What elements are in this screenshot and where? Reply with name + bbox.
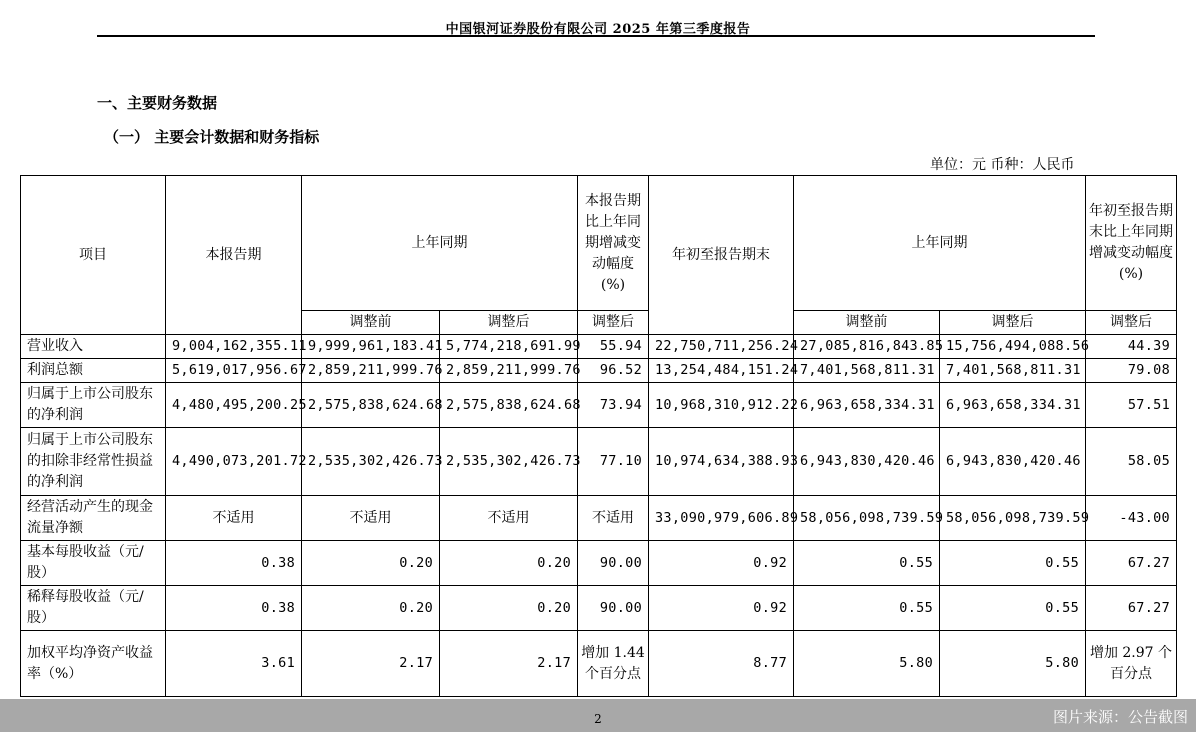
cell-ytd-prior-before: 6,943,830,420.46: [794, 428, 940, 496]
cell-ytd-prior-before: 58,056,098,739.59: [794, 496, 940, 541]
cell-current: 不适用: [166, 496, 302, 541]
cell-change: 不适用: [578, 496, 649, 541]
cell-ytd-prior-after: 0.55: [940, 586, 1086, 631]
cell-prior-after: 2.17: [440, 631, 578, 697]
cell-ytd: 10,974,634,388.93: [649, 428, 794, 496]
cell-ytd-prior-after: 0.55: [940, 541, 1086, 586]
cell-prior-before: 2,859,211,999.76: [302, 359, 440, 383]
subheader-before-adjust-ytd: 调整前: [794, 311, 940, 335]
cell-ytd: 0.92: [649, 541, 794, 586]
cell-ytd: 33,090,979,606.89: [649, 496, 794, 541]
cell-change: 96.52: [578, 359, 649, 383]
row-item: 归属于上市公司股东的扣除非经常性损益的净利润: [21, 428, 166, 496]
cell-current: 3.61: [166, 631, 302, 697]
cell-prior-before: 不适用: [302, 496, 440, 541]
table-row: [21, 496, 1177, 541]
cell-change: 77.10: [578, 428, 649, 496]
cell-ytd-prior-after: 6,943,830,420.46: [940, 428, 1086, 496]
row-item: 归属于上市公司股东的净利润: [21, 383, 166, 428]
cell-ytd-prior-after: 15,756,494,088.56: [940, 335, 1086, 359]
cell-prior-after: 0.20: [440, 541, 578, 586]
cell-ytd-prior-before: 0.55: [794, 586, 940, 631]
cell-prior-after: 0.20: [440, 586, 578, 631]
report-header-title: 中国银河证券股份有限公司 2025 年第三季度报告: [445, 22, 751, 37]
cell-ytd-prior-before: 27,085,816,843.85: [794, 335, 940, 359]
cell-ytd-change: -43.00: [1086, 496, 1177, 541]
cell-ytd-change: 79.08: [1086, 359, 1177, 383]
header-change-ytd: 年初至报告期末比上年同期增减变动幅度(%): [1086, 176, 1177, 311]
table-row: [21, 541, 1177, 586]
row-item: 经营活动产生的现金流量净额: [21, 496, 166, 541]
row-item: 营业收入: [21, 335, 166, 359]
cell-current: 9,004,162,355.11: [166, 335, 302, 359]
cell-change: 增加 1.44 个百分点: [578, 631, 649, 697]
financial-data-table: [20, 175, 1177, 697]
subheader-after-adjust: 调整后: [440, 311, 578, 335]
cell-current: 0.38: [166, 586, 302, 631]
row-item: 加权平均净资产收益率（%）: [21, 631, 166, 697]
subheader-after-adjust-ytd: 调整后: [940, 311, 1086, 335]
cell-prior-after: 不适用: [440, 496, 578, 541]
cell-ytd-prior-before: 7,401,568,811.31: [794, 359, 940, 383]
subheader-before-adjust: 调整前: [302, 311, 440, 335]
table-row: [21, 383, 1177, 428]
cell-ytd-prior-after: 58,056,098,739.59: [940, 496, 1086, 541]
cell-current: 5,619,017,956.67: [166, 359, 302, 383]
cell-prior-before: 9,999,961,183.41: [302, 335, 440, 359]
cell-current: 4,490,073,201.72: [166, 428, 302, 496]
header-item: 项目: [21, 176, 166, 335]
cell-ytd: 8.77: [649, 631, 794, 697]
row-item: 稀释每股收益（元/股）: [21, 586, 166, 631]
cell-ytd-prior-before: 0.55: [794, 541, 940, 586]
row-item: 基本每股收益（元/股）: [21, 541, 166, 586]
cell-ytd-prior-before: 5.80: [794, 631, 940, 697]
image-source-watermark: 图片来源：公告截图: [1052, 708, 1188, 726]
unit-currency-note: 单位：元 币种：人民币: [930, 157, 1075, 173]
cell-current: 0.38: [166, 541, 302, 586]
table-row: [21, 359, 1177, 383]
header-divider: [97, 35, 1095, 37]
cell-prior-after: 2,535,302,426.73: [440, 428, 578, 496]
cell-prior-before: 2.17: [302, 631, 440, 697]
cell-change: 55.94: [578, 335, 649, 359]
header-prior-same-period-ytd: 上年同期: [794, 176, 1086, 311]
cell-prior-after: 2,859,211,999.76: [440, 359, 578, 383]
cell-ytd-change: 67.27: [1086, 586, 1177, 631]
cell-ytd: 0.92: [649, 586, 794, 631]
cell-ytd-change: 58.05: [1086, 428, 1177, 496]
section-title: 一、主要财务数据: [97, 94, 218, 112]
cell-prior-before: 2,575,838,624.68: [302, 383, 440, 428]
cell-prior-after: 2,575,838,624.68: [440, 383, 578, 428]
table-row: [21, 586, 1177, 631]
header-current-period: 本报告期: [166, 176, 302, 335]
table-row: [21, 631, 1177, 697]
table-row: [21, 335, 1177, 359]
subheader-change-ytd-adjusted: 调整后: [1086, 311, 1177, 335]
cell-current: 4,480,495,200.25: [166, 383, 302, 428]
cell-ytd-prior-after: 6,963,658,334.31: [940, 383, 1086, 428]
header-prior-same-period: 上年同期: [302, 176, 578, 311]
cell-prior-before: 0.20: [302, 541, 440, 586]
table-row: [21, 428, 1177, 496]
page-number: 2: [594, 712, 602, 726]
cell-change: 90.00: [578, 586, 649, 631]
cell-prior-after: 5,774,218,691.99: [440, 335, 578, 359]
cell-prior-before: 0.20: [302, 586, 440, 631]
header-ytd: 年初至报告期末: [649, 176, 794, 335]
cell-change: 73.94: [578, 383, 649, 428]
subheader-change-adjusted: 调整后: [578, 311, 649, 335]
cell-ytd-change: 57.51: [1086, 383, 1177, 428]
cell-ytd-prior-after: 5.80: [940, 631, 1086, 697]
subsection-title: （一） 主要会计数据和财务指标: [104, 128, 320, 146]
cell-ytd-change: 增加 2.97 个百分点: [1086, 631, 1177, 697]
cell-ytd-prior-before: 6,963,658,334.31: [794, 383, 940, 428]
header-change-period: 本报告期比上年同期增减变动幅度(%): [578, 176, 649, 311]
cell-ytd-change: 44.39: [1086, 335, 1177, 359]
cell-ytd-prior-after: 7,401,568,811.31: [940, 359, 1086, 383]
cell-ytd: 22,750,711,256.24: [649, 335, 794, 359]
cell-ytd-change: 67.27: [1086, 541, 1177, 586]
cell-ytd: 13,254,484,151.24: [649, 359, 794, 383]
cell-prior-before: 2,535,302,426.73: [302, 428, 440, 496]
table-header-row: [21, 176, 1177, 311]
row-item: 利润总额: [21, 359, 166, 383]
cell-ytd: 10,968,310,912.22: [649, 383, 794, 428]
cell-change: 90.00: [578, 541, 649, 586]
